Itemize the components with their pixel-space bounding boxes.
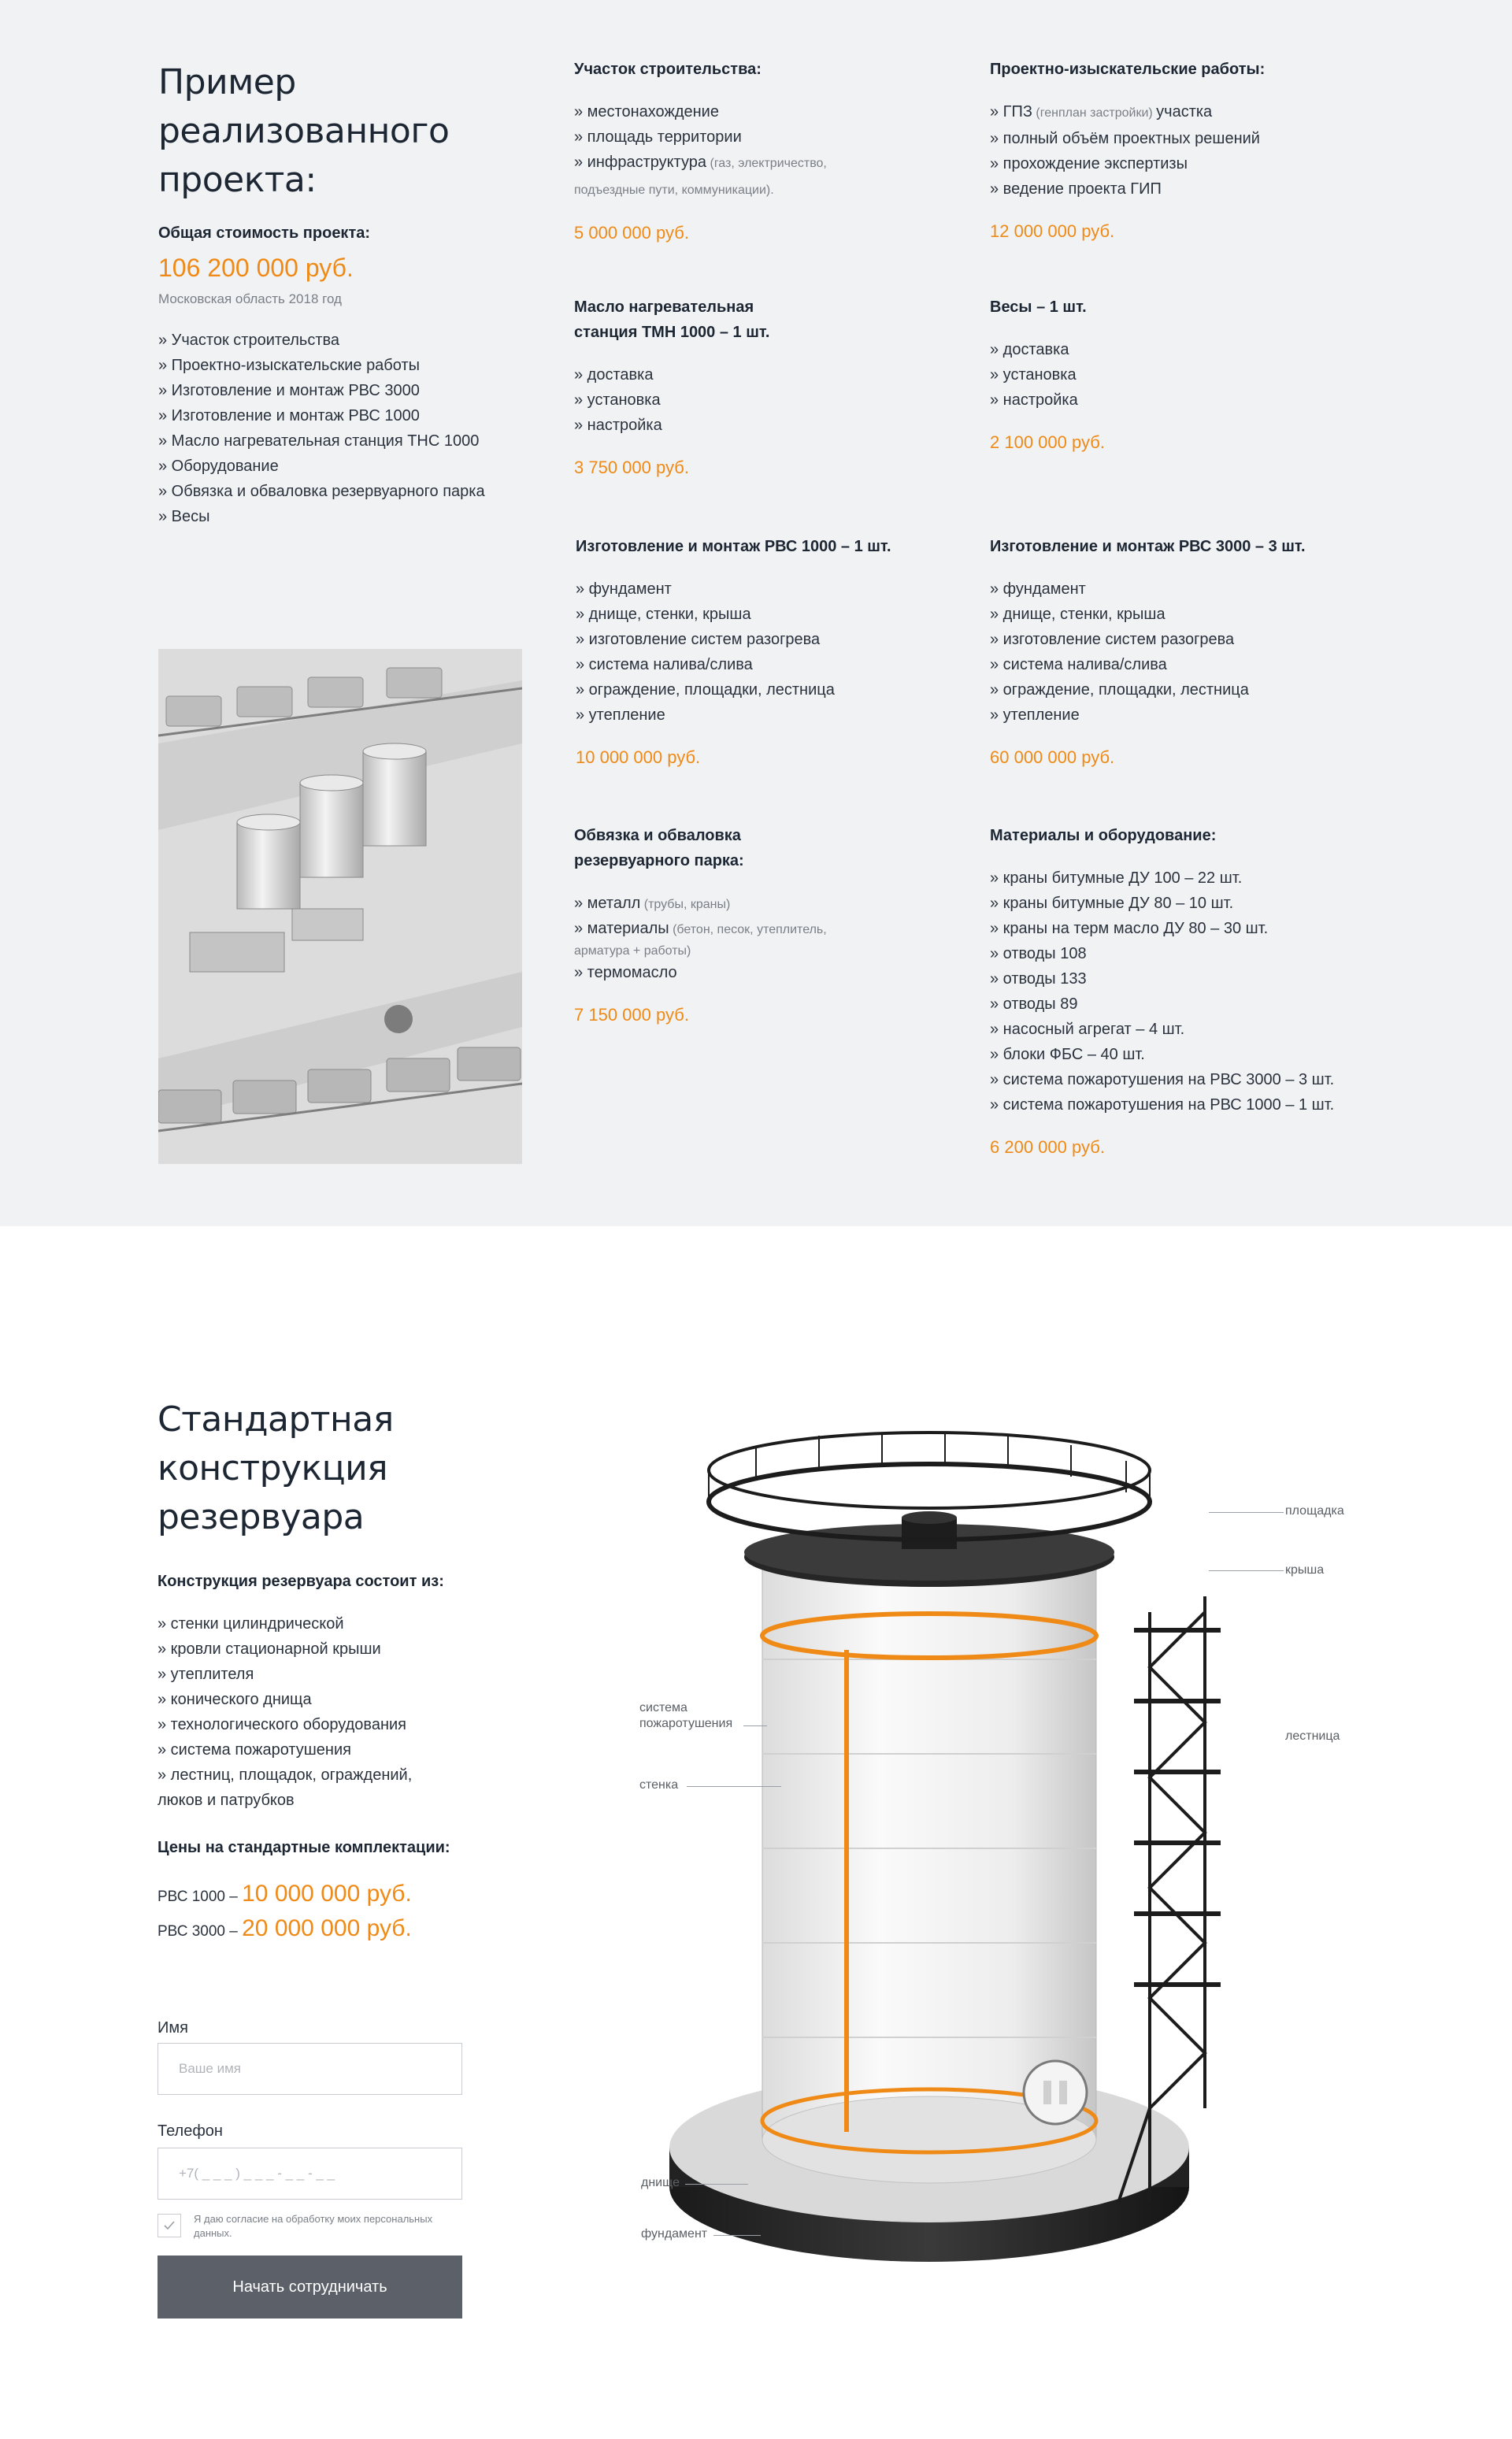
list-item: » Оборудование xyxy=(158,458,279,475)
list-item: » краны битумные ДУ 80 – 10 шт. xyxy=(990,895,1234,912)
phone-label: Телефон xyxy=(158,2122,223,2140)
list-item: » система налива/слива xyxy=(576,656,753,673)
block-price: 7 150 000 руб. xyxy=(574,1005,689,1025)
list-item: » ограждение, площадки, лестница xyxy=(990,681,1249,699)
list-item: » Обвязка и обваловка резервуарного парка xyxy=(158,483,485,500)
block-title: Изготовление и монтаж РВС 3000 – 3 шт. xyxy=(990,538,1306,555)
list-item: » термомасло xyxy=(574,964,677,981)
list-item: » настройка xyxy=(990,391,1078,409)
list-item: » местонахождение xyxy=(574,103,719,120)
list-item: » утепление xyxy=(576,706,665,724)
project-summary xyxy=(158,58,521,529)
label-fire-system: система пожаротушения xyxy=(639,1701,733,1730)
block-price: 6 200 000 руб. xyxy=(990,1137,1105,1157)
consent-text: Я даю согласие на обработку моих персональных данных. xyxy=(194,2213,433,2239)
tank-diagram xyxy=(630,1399,1418,2344)
list-item: » краны на терм масло ДУ 80 – 30 шт. xyxy=(990,920,1269,937)
label-ladder: лестница xyxy=(1285,1729,1340,1743)
prices-label: Цены на стандартные комплектации: xyxy=(158,1839,450,1856)
list-item: люков и патрубков xyxy=(158,1792,295,1809)
check-icon xyxy=(163,2220,176,2231)
list-item: » отводы 89 xyxy=(990,995,1078,1013)
tank-farm-render-image xyxy=(158,649,522,1164)
block-title: Изготовление и монтаж РВС 1000 – 1 шт. xyxy=(576,538,891,555)
standard-title: Стандартная конструкция резервуара xyxy=(158,1399,394,1537)
list-item: подъездные пути, коммуникации). xyxy=(574,183,774,197)
phone-input[interactable] xyxy=(158,2148,462,2200)
list-item: » стенки цилиндрической xyxy=(158,1615,344,1633)
roof-leader xyxy=(1209,1570,1284,1571)
list-item: » технологического оборудования xyxy=(158,1716,406,1733)
label-wall: стенка xyxy=(639,1778,679,1792)
list-item: » конического днища xyxy=(158,1691,312,1708)
list-item: » система пожаротушения на РВС 1000 – 1 шт. xyxy=(990,1096,1335,1114)
list-item: » настройка xyxy=(574,417,662,434)
list-item: » площадь территории xyxy=(574,128,742,146)
platform-leader xyxy=(1209,1512,1284,1513)
list-item: » насосный агрегат – 4 шт. xyxy=(990,1021,1185,1038)
total-cost-label: Общая стоимость проекта: xyxy=(158,224,371,242)
list-item: » отводы 133 xyxy=(990,970,1087,988)
list-item: » доставка xyxy=(990,341,1069,358)
construction-list xyxy=(158,1611,504,1813)
block-title: Проектно-изыскательские работы: xyxy=(990,61,1266,78)
project-location: Московская область 2018 год xyxy=(158,291,342,306)
list-item: » материалы (бетон, песок, утеплитель, xyxy=(574,920,827,937)
block-oil-station xyxy=(574,295,944,480)
block-title: Обвязка и обваловка резервуарного парка: xyxy=(574,827,744,869)
standard-tank-section xyxy=(0,1226,1512,2439)
block-site xyxy=(574,57,944,246)
list-item: » установка xyxy=(990,366,1077,384)
list-item: » ведение проекта ГИП xyxy=(990,180,1162,198)
list-item: » инфраструктура (газ, электричество, xyxy=(574,154,827,171)
list-item: » Проектно-изыскательские работы xyxy=(158,357,420,374)
list-item: » Изготовление и монтаж РВС 3000 xyxy=(158,382,420,399)
label-foundation: фундамент xyxy=(641,2227,708,2241)
list-item: » фундамент xyxy=(990,580,1086,598)
tank-illustration xyxy=(630,1399,1418,2344)
block-price: 60 000 000 руб. xyxy=(990,747,1115,767)
price-rvs1000: РВС 1000 – 10 000 000 руб. xyxy=(158,1881,412,1907)
list-item: » система налива/слива xyxy=(990,656,1167,673)
block-title: Весы – 1 шт. xyxy=(990,298,1087,316)
start-cooperation-button[interactable]: Начать сотрудничать xyxy=(158,2256,462,2319)
price-rvs3000: РВС 3000 – 20 000 000 руб. xyxy=(158,1915,412,1941)
list-item: » доставка xyxy=(574,366,654,384)
list-item: » утепление xyxy=(990,706,1080,724)
list-item: » днище, стенки, крыша xyxy=(990,606,1166,623)
project-items-list xyxy=(158,328,521,529)
name-label: Имя xyxy=(158,2019,188,2037)
list-item: » утеплителя xyxy=(158,1666,254,1683)
block-title: Участок строительства: xyxy=(574,61,762,78)
standard-prices xyxy=(158,1877,504,1948)
list-item: » система пожаротушения xyxy=(158,1741,351,1759)
total-cost-price: 106 200 000 руб. xyxy=(158,254,354,282)
list-item: » система пожаротушения на РВС 3000 – 3 шт. xyxy=(990,1071,1335,1088)
block-price: 10 000 000 руб. xyxy=(576,747,701,767)
label-bottom: днище xyxy=(641,2176,680,2189)
list-item: » кровли стационарной крыши xyxy=(158,1640,381,1658)
list-item: » краны битумные ДУ 100 – 22 шт. xyxy=(990,869,1243,887)
list-item: » ГПЗ (генплан застройки) участка xyxy=(990,103,1213,120)
block-survey xyxy=(990,57,1399,244)
list-item: » Изготовление и монтаж РВС 1000 xyxy=(158,407,420,424)
list-item: » фундамент xyxy=(576,580,672,598)
list-item: » Весы xyxy=(158,508,210,525)
block-price: 12 000 000 руб. xyxy=(990,221,1115,241)
fire-leader xyxy=(743,1725,767,1726)
wall-leader xyxy=(687,1786,781,1787)
list-item: арматура + работы) xyxy=(574,944,691,958)
list-item: » днище, стенки, крыша xyxy=(576,606,751,623)
list-item: » ограждение, площадки, лестница xyxy=(576,681,835,699)
list-item: » установка xyxy=(574,391,661,409)
block-piping xyxy=(574,823,944,1028)
list-item: » отводы 108 xyxy=(990,945,1087,962)
list-item: » металл (трубы, краны) xyxy=(574,895,731,912)
block-title: Материалы и оборудование: xyxy=(990,827,1217,844)
block-rvs1000 xyxy=(576,534,954,770)
list-item: » прохождение экспертизы xyxy=(990,155,1188,172)
block-scales xyxy=(990,295,1399,455)
list-item: » полный объём проектных решений xyxy=(990,130,1260,147)
list-item: » блоки ФБС – 40 шт. xyxy=(990,1046,1145,1063)
list-item: » изготовление систем разогрева xyxy=(990,631,1235,648)
label-platform: площадка xyxy=(1285,1504,1344,1518)
block-title: Масло нагревательная станция ТМН 1000 – 1 шт. xyxy=(574,298,770,341)
list-item: » Участок строительства xyxy=(158,332,340,349)
standard-info xyxy=(158,1396,504,1948)
bottom-leader xyxy=(685,2184,748,2185)
foundation-leader xyxy=(713,2235,761,2236)
label-roof: крыша xyxy=(1285,1563,1325,1577)
block-rvs3000 xyxy=(990,534,1399,770)
block-price: 3 750 000 руб. xyxy=(574,458,689,477)
consent-checkbox[interactable] xyxy=(158,2214,181,2237)
block-price: 2 100 000 руб. xyxy=(990,432,1105,452)
list-item: » изготовление систем разогрева xyxy=(576,631,821,648)
block-materials xyxy=(990,823,1431,1160)
project-title: Пример реализованного проекта: xyxy=(158,62,450,200)
list-item: » Масло нагревательная станция ТНС 1000 xyxy=(158,432,480,450)
list-item: » лестниц, площадок, ограждений, xyxy=(158,1766,413,1784)
block-price: 5 000 000 руб. xyxy=(574,223,689,243)
name-input[interactable] xyxy=(158,2043,462,2095)
consists-label: Конструкция резервуара состоит из: xyxy=(158,1573,444,1590)
